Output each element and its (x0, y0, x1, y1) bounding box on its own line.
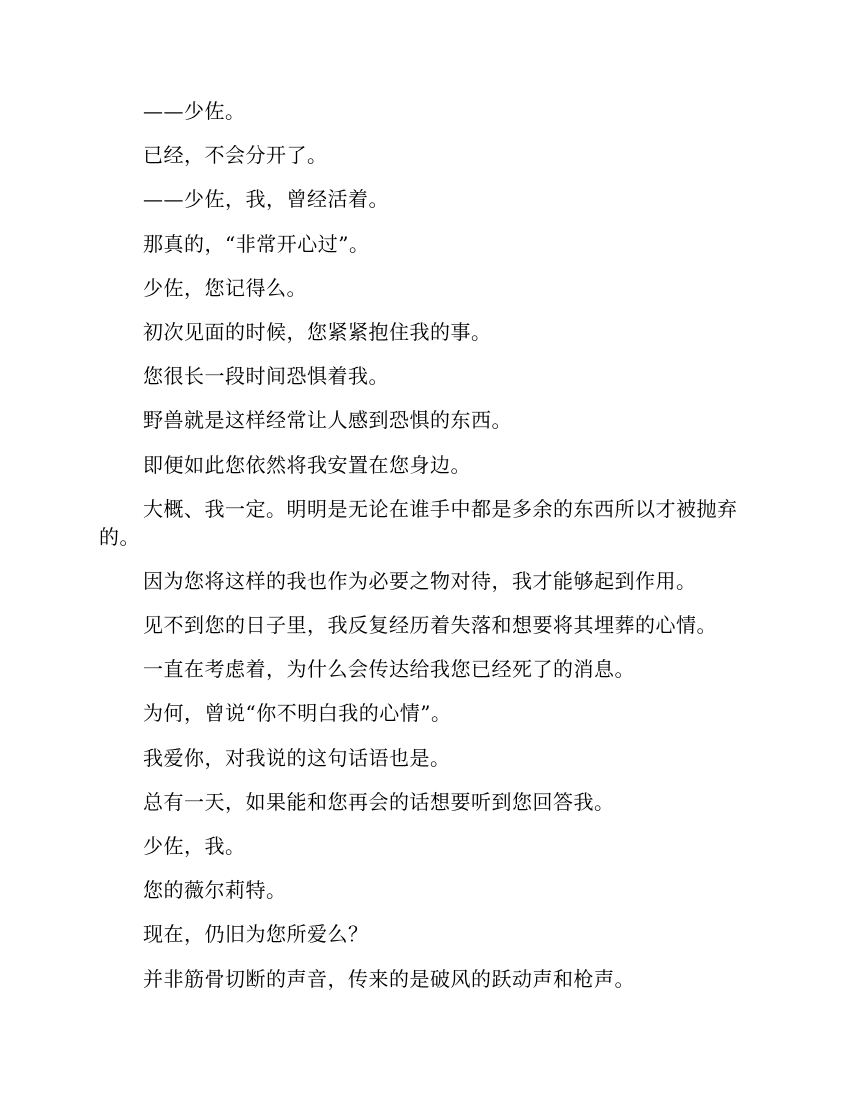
paragraph: 我爱你，对我说的这句话语也是。 (143, 745, 451, 770)
paragraph: 您很长一段时间恐惧着我。 (143, 364, 389, 389)
paragraph: 初次见面的时候，您紧紧抱住我的事。 (143, 319, 492, 344)
paragraph: 已经，不会分开了。 (143, 143, 328, 168)
paragraph: 大概、我一定。明明是无论在谁手中都是多余的东西所以才被抛弃的。 (99, 496, 738, 549)
paragraph: 少佐，我。 (143, 834, 246, 858)
paragraph: 为何，曾说“你不明白我的心情”。 (143, 701, 452, 726)
paragraph: 总有一天，如果能和您再会的话想要听到您回答我。 (143, 789, 615, 814)
paragraph: 少佐，您记得么。 (143, 275, 307, 300)
paragraph: 因为您将这样的我也作为必要之物对待，我才能够起到作用。 (143, 568, 697, 593)
paragraph: ——少佐，我，曾经活着。 (143, 187, 389, 212)
paragraph: 一直在考虑着，为什么会传达给我您已经死了的消息。 (143, 657, 635, 682)
paragraph: 即便如此您依然将我安置在您身边。 (143, 452, 471, 477)
paragraph: ——少佐。 (143, 99, 246, 123)
paragraph: 那真的，“非常开心过”。 (143, 231, 370, 256)
paragraph: 现在，仍旧为您所爱么？ (143, 922, 369, 947)
paragraph: 您的薇尔莉特。 (143, 878, 287, 903)
document-body (99, 97, 751, 1009)
paragraph: 见不到您的日子里，我反复经历着失落和想要将其埋葬的心情。 (143, 613, 717, 638)
paragraph: 野兽就是这样经常让人感到恐惧的东西。 (143, 408, 512, 433)
paragraph: 并非筋骨切断的声音，传来的是破风的跃动声和枪声。 (143, 966, 635, 991)
